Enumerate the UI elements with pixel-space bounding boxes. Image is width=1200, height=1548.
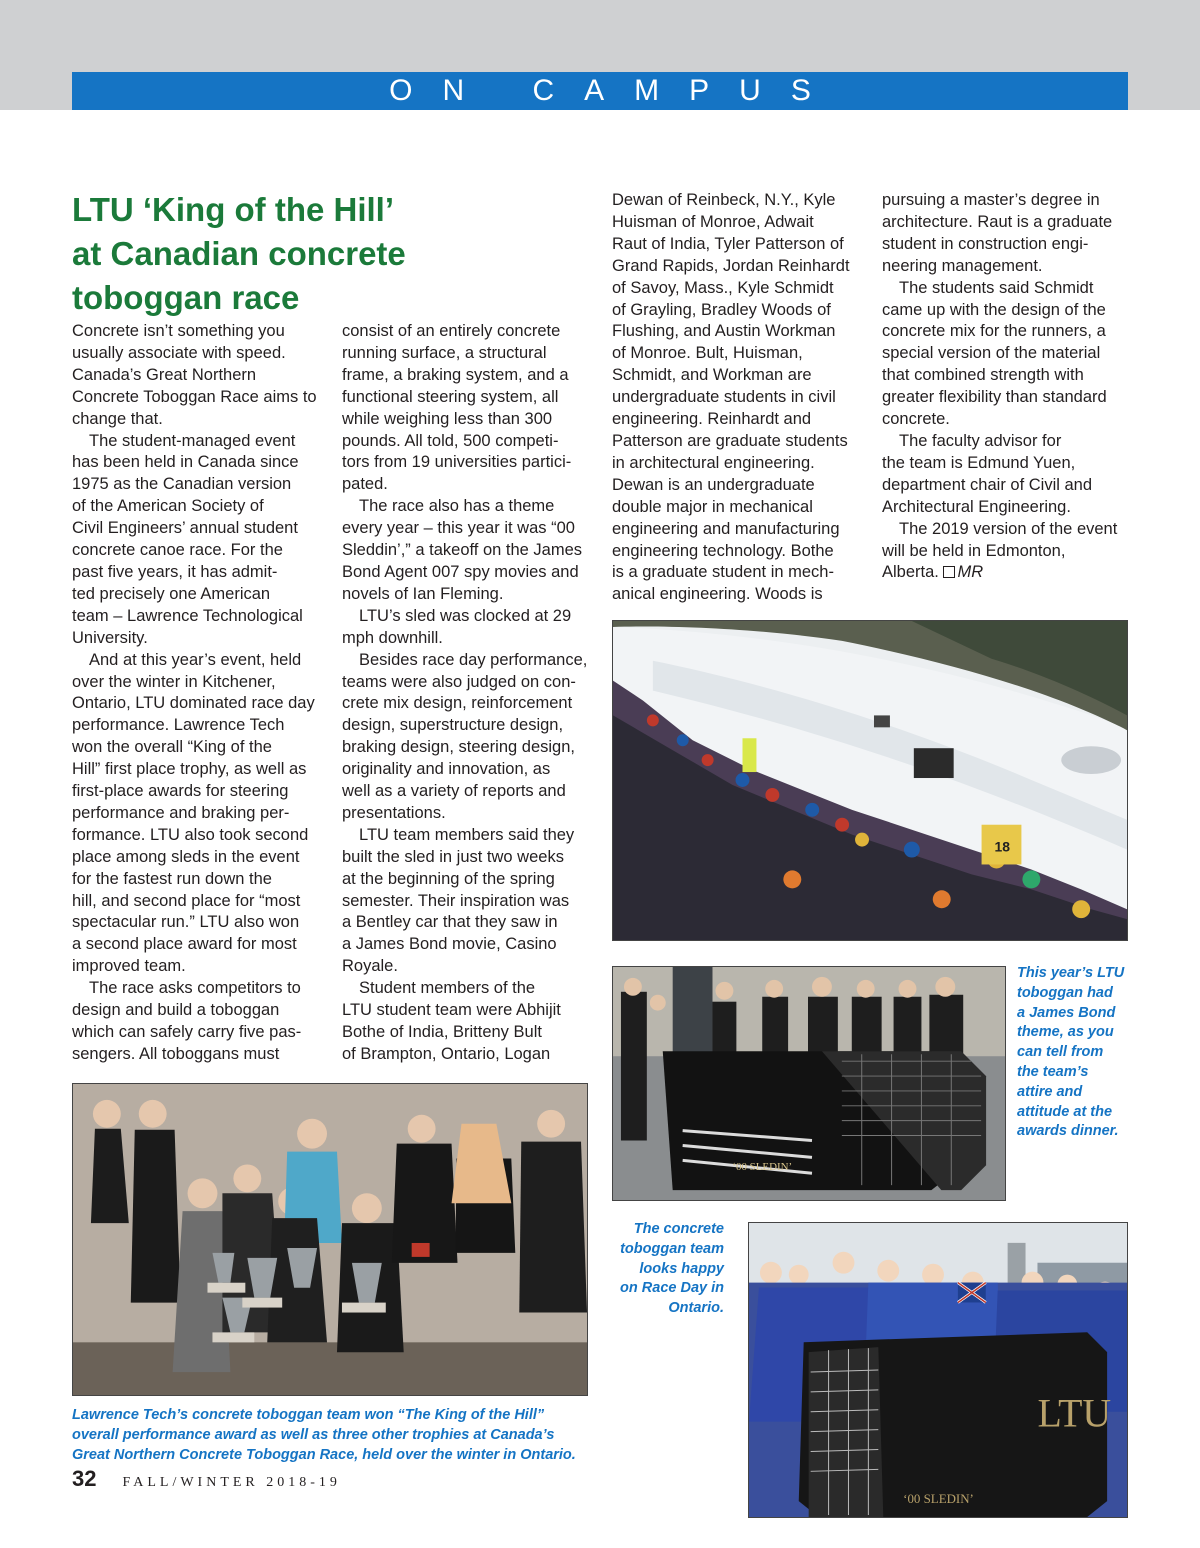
caption-line: theme, as you — [1017, 1024, 1114, 1041]
article-text-line: mph downhill. — [342, 628, 443, 647]
article-text-line: ted precisely one American — [72, 584, 271, 603]
article-text-line: braking design, steering design, — [342, 738, 575, 757]
article-text-line: well as a variety of reports and — [342, 782, 566, 801]
caption-line: awards dinner. — [1017, 1123, 1119, 1140]
article-text-line: pounds. All told, 500 competi- — [342, 431, 559, 450]
article-text-line: over the winter in Kitchener, — [72, 672, 276, 691]
caption-line: Ontario. — [668, 1300, 724, 1317]
article-text-line: neering management. — [882, 256, 1043, 275]
article-text-line: Flushing, and Austin Workman — [612, 322, 836, 341]
article-text-line: The race asks competitors to — [89, 979, 301, 998]
article-text-line: Dewan is an undergraduate — [612, 475, 815, 494]
caption-line: on Race Day in — [620, 1280, 724, 1297]
article-text-line: student in construction engi- — [882, 234, 1089, 253]
article-text-line: performance and braking per- — [72, 803, 290, 822]
article-text-line: the team is Edmund Yuen, — [882, 453, 1076, 472]
headline-line: LTU ‘King of the Hill’ — [72, 191, 395, 228]
headline-line: at Canadian concrete — [72, 235, 406, 272]
caption-line: The concrete — [633, 1221, 724, 1237]
caption-line: attitude at the — [1017, 1103, 1113, 1120]
article-text-line: engineering and manufacturing — [612, 519, 840, 538]
article-text-line: Sleddin’,” a takeoff on the James — [342, 541, 583, 560]
section-header-bar — [72, 72, 1128, 110]
article-text-line: greater flexibility than standard — [882, 388, 1107, 407]
article-text-line: of the American Society of — [72, 497, 264, 516]
sled-name-text: ‘00 SLEDIN’ — [903, 1491, 974, 1507]
article-text-line: improved team. — [72, 957, 186, 976]
page-footer — [72, 1466, 341, 1492]
article-text-line: Bond Agent 007 spy movies and — [342, 562, 579, 581]
sled-logo-text: LTU — [1037, 1391, 1112, 1436]
article-text-line: which can safely carry five pas- — [72, 1023, 302, 1041]
article-text-line: hill, and second place for “most — [72, 891, 301, 910]
caption-line: can tell from — [1017, 1044, 1104, 1061]
article-text-line: team – Lawrence Technological — [72, 606, 303, 625]
article-text-line: is a graduate student in mech- — [612, 563, 834, 582]
article-text-line: Canada’s Great Northern — [72, 365, 257, 384]
article-text-line: of Monroe. Bult, Huisman, — [612, 344, 803, 363]
article-text-line: of Brampton, Ontario, Logan — [342, 1044, 551, 1063]
article-text-line: 1975 as the Canadian version — [72, 475, 292, 494]
article-text-line: architecture. Raut is a graduate — [882, 212, 1113, 231]
article-text-line: engineering technology. Bothe — [612, 541, 834, 560]
article-text-line: University. — [72, 628, 148, 647]
article-text-line: usually associate with speed. — [72, 343, 286, 362]
article-text-line: design, superstructure design, — [342, 716, 564, 735]
article-text-line: pursuing a master’s degree in — [882, 191, 1100, 209]
article-text-line: sengers. All toboggans must — [72, 1044, 280, 1063]
article-text-line: LTU team members said they — [359, 825, 575, 844]
article-text-line: Hill” first place trophy, as well as — [72, 760, 307, 779]
caption-line: Lawrence Tech’s concrete toboggan team won “The King of the Hill” — [72, 1407, 545, 1423]
article-text-line: novels of Ian Fleming. — [342, 584, 504, 603]
article-text-line: Architectural Engineering. — [882, 497, 1071, 516]
caption-line: a James Bond — [1017, 1004, 1116, 1021]
article-text-line: Royale. — [342, 957, 398, 976]
jersey-number: 18 — [994, 838, 1011, 855]
section-title: ON CAMPUS — [389, 74, 841, 107]
article-text-line: design and build a toboggan — [72, 1001, 280, 1020]
article-text-line: will be held in Edmonton, — [882, 541, 1066, 560]
article-text-line: came up with the design of the — [882, 300, 1106, 319]
article-text-line: concrete mix for the runners, a — [882, 322, 1106, 341]
page-number: 32 — [72, 1466, 97, 1491]
article-text-line: presentations. — [342, 803, 446, 822]
caption-line: toboggan had — [1017, 984, 1113, 1001]
article-text-line: The faculty advisor for — [899, 431, 1062, 450]
article-text-line: formance. LTU also took second — [72, 825, 309, 844]
article-text-line: Bothe of India, Britteny Bult — [342, 1023, 542, 1041]
article-text-line: every year – this year it was “00 — [342, 519, 575, 538]
article-text-line: Concrete Toboggan Race aims to — [72, 387, 317, 406]
article-text-line: LTU student team were Abhijit — [342, 1001, 561, 1020]
article-column-3 — [612, 190, 862, 606]
article-text-line: a Bentley car that they saw in — [342, 913, 558, 932]
article-text-line: The race also has a theme — [359, 497, 555, 516]
article-text-line: first-place awards for steering — [72, 782, 289, 801]
article-text-line: semester. Their inspiration was — [342, 891, 570, 910]
article-text-line: The student-managed event — [89, 431, 296, 450]
article-headline — [72, 188, 592, 320]
article-text-line: engineering. Reinhardt and — [612, 410, 812, 429]
article-text-line: a second place award for most — [72, 935, 297, 954]
sled-name-text: ‘00 SLEDIN’ — [732, 1161, 793, 1174]
article-text-line: built the sled in just two weeks — [342, 847, 564, 866]
article-text-line: undergraduate students in civil — [612, 388, 836, 407]
article-text-line: Student members of the — [359, 979, 536, 998]
article-text-line: Schmidt, and Workman are — [612, 366, 812, 385]
article-column-2 — [342, 321, 592, 1066]
article-text-line: Grand Rapids, Jordan Reinhardt — [612, 256, 850, 275]
article-column-4 — [882, 190, 1132, 584]
article-text-line: consist of an entirely concrete — [342, 322, 561, 340]
trophy-team-photo — [72, 1083, 588, 1396]
awards-dinner-photo — [612, 966, 1006, 1201]
article-text-line: LTU’s sled was clocked at 29 — [359, 606, 572, 625]
article-text-line: originality and innovation, as — [342, 760, 551, 779]
article-text-line: at the beginning of the spring — [342, 869, 555, 888]
issue-label: FALL/WINTER 2018-19 — [122, 1475, 341, 1490]
article-text-fragment: Alberta. — [882, 563, 939, 582]
caption-line: looks happy — [639, 1260, 724, 1277]
article-text-line: The 2019 version of the event — [899, 519, 1118, 538]
article-text-line: crete mix design, reinforcement — [342, 694, 573, 713]
article-column-1 — [72, 321, 324, 1066]
article-text-line: Huisman of Monroe, Adwait — [612, 212, 814, 231]
article-text-line: that combined strength with — [882, 366, 1084, 385]
article-text-line: concrete canoe race. For the — [72, 541, 283, 560]
article-text-line: past five years, it has admit- — [72, 562, 278, 581]
article-text-line: Raut of India, Tyler Patterson of — [612, 234, 844, 253]
end-mark-icon — [943, 566, 955, 578]
article-text-line: Dewan of Reinbeck, N.Y., Kyle — [612, 191, 836, 209]
article-text-line: functional steering system, all — [342, 387, 559, 406]
race-day-caption — [606, 1220, 724, 1319]
headline-line: toboggan race — [72, 279, 300, 316]
article-text-line: double major in mechanical — [612, 497, 813, 516]
article-text-line: performance. Lawrence Tech — [72, 716, 285, 735]
article-text-line: won the overall “King of the — [72, 738, 272, 757]
race-hill-photo — [612, 620, 1128, 941]
article-text-line: anical engineering. Woods is — [612, 585, 823, 604]
article-text-line: while weighing less than 300 — [342, 409, 553, 428]
race-day-team-photo — [748, 1222, 1128, 1518]
article-text-line: special version of the material — [882, 344, 1101, 363]
awards-dinner-caption — [1017, 964, 1137, 1142]
article-text-line: for the fastest run down the — [72, 869, 272, 888]
caption-line: This year’s LTU — [1017, 965, 1125, 981]
article-text-line: change that. — [72, 409, 163, 428]
article-text-line: department chair of Civil and — [882, 475, 1093, 494]
article-text-line — [882, 562, 1132, 584]
article-text-line: frame, a braking system, and a — [342, 365, 569, 384]
author-initials: MR — [957, 563, 984, 582]
article-text-line: teams were also judged on con- — [342, 672, 576, 691]
article-text-line: Concrete isn’t something you — [72, 322, 285, 340]
caption-line: Great Northern Concrete Toboggan Race, held over the winter in Ontario. — [72, 1446, 576, 1463]
article-text-line: The students said Schmidt — [899, 278, 1094, 297]
article-text-line: tors from 19 universities partici- — [342, 453, 572, 472]
article-text-line: of Savoy, Mass., Kyle Schmidt — [612, 278, 834, 297]
article-text-line: And at this year’s event, held — [89, 650, 302, 669]
article-text-line: has been held in Canada since — [72, 453, 299, 472]
article-text-line: Ontario, LTU dominated race day — [72, 694, 315, 713]
caption-line: overall performance award as well as three other trophies at Canada’s — [72, 1426, 555, 1443]
article-text-line: running surface, a structural — [342, 343, 547, 362]
article-text-line: pated. — [342, 475, 388, 494]
article-text-line: concrete. — [882, 410, 950, 429]
trophy-photo-caption — [72, 1406, 592, 1465]
article-text-line: of Grayling, Bradley Woods of — [612, 300, 831, 319]
article-text-line: in architectural engineering. — [612, 453, 815, 472]
article-text-line: place among sleds in the event — [72, 847, 300, 866]
article-text-line: spectacular run.” LTU also won — [72, 913, 300, 932]
article-text-line: Patterson are graduate students — [612, 431, 848, 450]
article-text-line: Civil Engineers’ annual student — [72, 519, 298, 538]
caption-line: toboggan team — [620, 1240, 724, 1257]
article-text-line: a James Bond movie, Casino — [342, 935, 557, 954]
caption-line: the team’s — [1017, 1063, 1089, 1080]
caption-line: attire and — [1017, 1083, 1083, 1100]
article-text-line: Besides race day performance, — [359, 650, 588, 669]
